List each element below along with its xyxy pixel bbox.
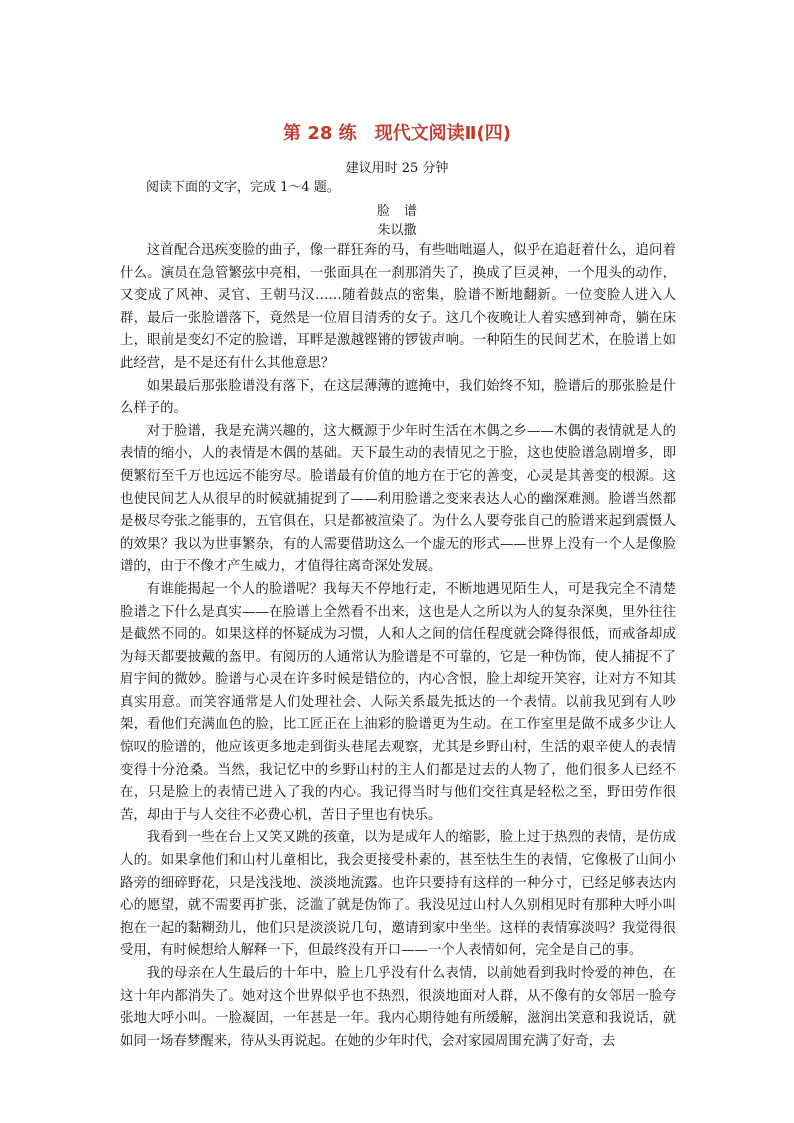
essay-paragraph: 如果最后那张脸谱没有落下，在这层薄薄的遮掩中，我们始终不知，脸谱后的那张脸是什么样子的。 — [120, 378, 676, 417]
essay-paragraph: 这首配合迅疾变脸的曲子，像一群狂奔的马，有些咄咄逼人，似乎在追赶着什么，追问着什么。演员在急管繁弦中亮相，一张面具在一刹那消失了，换成了巨灵神，一个甩头的动作，又变成了风神、灵官、王朝马汉……随着鼓点的密集，脸谱不断地翻新。一位变脸人进入人群，最后一张脸谱落下，竟然是一位眉目清秀的女子。这几个夜晚让人着实感到神奇，躺在床上，眼前是变幻不定的脸谱，耳畔是激越铿锵的锣钹声响。一种陌生的民间艺术，在脸谱上如此经营，是不是还有什么其他意思？ — [120, 243, 676, 371]
time-hint: 建议用时 25 分钟 — [345, 161, 449, 176]
essay-paragraph: 对于脸谱，我是充满兴趣的，这大概源于少年时生活在木偶之乡——木偶的表情就是人的表情的缩小，人的表情是木偶的基础。天下最生动的表情见之于脸，这也使脸谱急剧增多，即便繁衍至千万也远远不能穷尽。脸谱最有价值的地方在于它的善变，心灵是其善变的根源。这也使民间艺人从很早的时候就捕捉到了——利用脸谱之变来表达人心的幽深难测。脸谱当然都是极尽夸张之能事的，五官俱在，只是都被渲染了。为什么人要夸张自己的脸谱来起到震慑人的效果？我以为世事繁杂，有的人需要借助这么一个虚无的形式——世界上没有一个人是像脸谱的，由于不像才产生威力，才值得往离奇深处发展。 — [120, 423, 676, 575]
essay-title: 脸谱 — [376, 204, 431, 219]
essay-paragraph: 有谁能揭起一个人的脸谱呢？我每天不停地行走，不断地遇见陌生人，可是我完全不清楚脸谱之下什么是真实——在脸谱上全然看不出来，这也是人之所以为人的复杂深奥，里外往往是截然不同的。如果这样的怀疑成为习惯，人和人之间的信任程度就会降得很低，而戒备却成为每天都要披戴的盔甲。有阅历的人通常认为脸谱是不可靠的，它是一种伪饰，使人捕捉不了眉宇间的微妙。脸谱与心灵在许多时候是错位的，内心含恨，脸上却绽开笑容，让对方不知其真实用意。而笑容通常是人们处理社会、人际关系最先抵达的一个表情。以前我见到有人吵架，看他们充满血色的脸，比工匠正在上油彩的脸谱更为生动。在工作室里是做不成多少让人惊叹的脸谱的，他应该更多地走到街头巷尾去观察，尤其是乡野山村，生活的艰辛使人的表情变得十分沧桑。当然，我记忆中的乡野山村的主人们都是过去的人物了，他们很多人已经不在，只是脸上的表情已进入了我的内心。我记得当时与他们交往真是轻松之至，野田劳作很苦，却由于与人交往不必费心机，苦日子里也有快乐。 — [120, 581, 676, 823]
essay-paragraph: 我看到一些在台上又笑又跳的孩童，以为是成年人的缩影，脸上过于热烈的表情，是仿成人的。如果拿他们和山村儿童相比，我会更接受朴素的，甚至怯生生的表情，它像极了山间小路旁的细碎野花，只是浅浅地、淡淡地流露。也许只要持有这样的一种分寸，已经足够表达内心的愿望，就不需要再扩张，泛滥了就是伪饰了。我没见过山村人久别相见时有那种大呼小叫抱在一起的黏糊劲儿，他们只是淡淡说几句，邀请到家中坐坐。这样的表情寡淡吗？我觉得很受用，有时候想给人解释一下，但最终没有开口——一个人表情如何，完全是自己的事。 — [120, 830, 676, 959]
reading-instruction: 阅读下面的文字，完成 1～4 题。 — [146, 180, 340, 195]
essay-paragraph: 我的母亲在人生最后的十年中，脸上几乎没有什么表情，以前她看到我时怜爱的神色，在这十年内都消失了。她对这个世界似乎也不热烈，很淡地面对人群，从不像有的女邻居一脸夸张地大呼小叫。一脸凝固，一年甚是一年。我内心期待她有所缓解，滋润出笑意和我说话，就如同一场春梦醒来，待从头再说起。在她的少年时代，会对家园周围充满了好奇，去 — [120, 966, 676, 1049]
exercise-title: 第 28 练 现代文阅读Ⅱ(四) — [283, 123, 511, 144]
essay-author: 朱以撒 — [377, 223, 417, 238]
essay-body — [120, 240, 676, 1053]
